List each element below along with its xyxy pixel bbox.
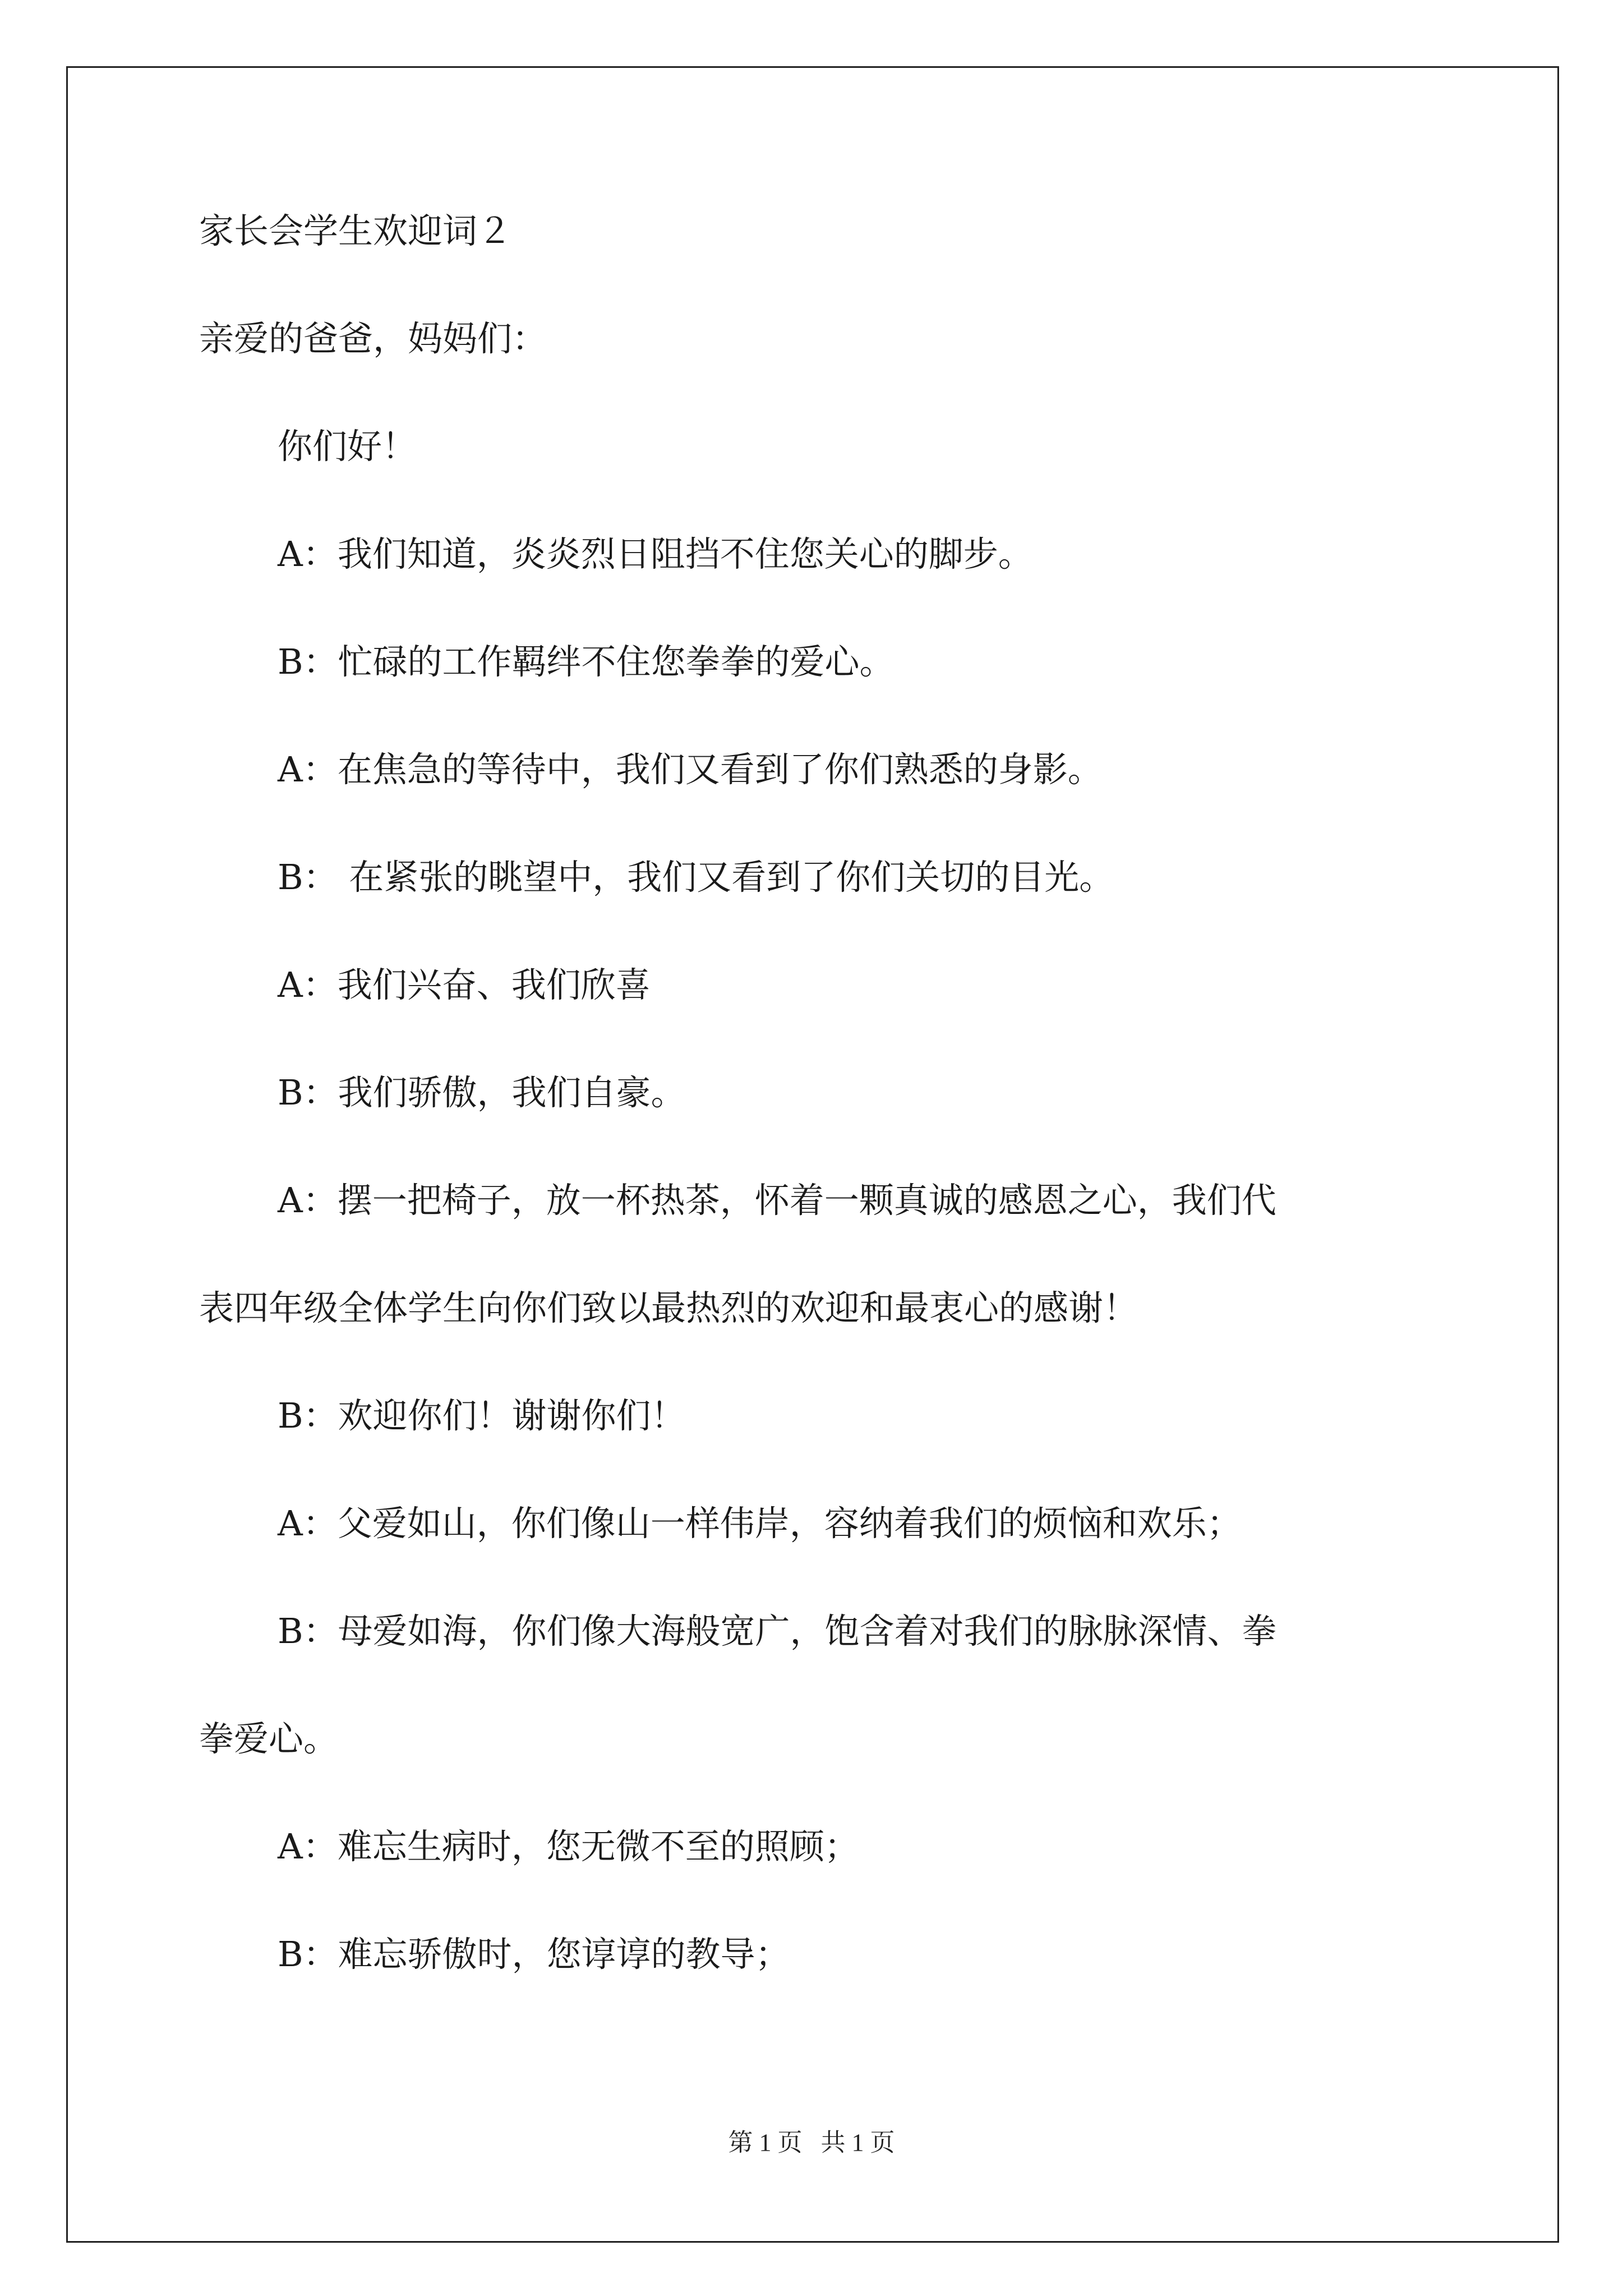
paragraph-line: B：我们骄傲，我们自豪。 <box>278 1072 686 1113</box>
document-title: 家长会学生欢迎词２ <box>199 210 513 251</box>
paragraph-line: B： 在紧张的眺望中，我们又看到了你们关切的目光。 <box>278 857 1114 898</box>
paragraph-line: A：难忘生病时，您无微不至的照顾； <box>278 1826 859 1867</box>
paragraph-line: B：欢迎你们！谢谢你们！ <box>278 1395 686 1436</box>
paragraph-line-continuation: 拳爱心。 <box>199 1718 339 1759</box>
paragraph-line: A：在焦急的等待中，我们又看到了你们熟悉的身影。 <box>278 749 1103 790</box>
page-footer <box>0 2127 1623 2159</box>
paragraph-line-continuation: 表四年级全体学生向你们致以最热烈的欢迎和最衷心的感谢！ <box>199 1287 1138 1328</box>
page-number: 第 1 页 <box>728 2129 803 2156</box>
document-body <box>199 209 1444 2040</box>
paragraph-line: B：忙碌的工作羁绊不住您拳拳的爱心。 <box>278 641 895 682</box>
paragraph-line: B：母爱如海，你们像大海般宽广，饱含着对我们的脉脉深情、拳 <box>278 1611 1277 1651</box>
page-total: 共 1 页 <box>820 2129 895 2156</box>
paragraph-line: B：难忘骄傲时，您谆谆的教导； <box>278 1934 790 1975</box>
paragraph-line: A：父爱如山，你们像山一样伟岸，容纳着我们的烦恼和欢乐； <box>278 1503 1242 1544</box>
paragraph-line: A：摆一把椅子，放一杯热茶，怀着一颗真诚的感恩之心，我们代 <box>278 1180 1276 1221</box>
paragraph-line: A：我们兴奋、我们欣喜 <box>278 964 651 1005</box>
paragraph-greeting: 你们好！ <box>278 426 417 467</box>
paragraph-line: A：我们知道，炎炎烈日阻挡不住您关心的脚步。 <box>278 533 1033 574</box>
paragraph-salutation: 亲爱的爸爸，妈妈们： <box>199 318 547 359</box>
